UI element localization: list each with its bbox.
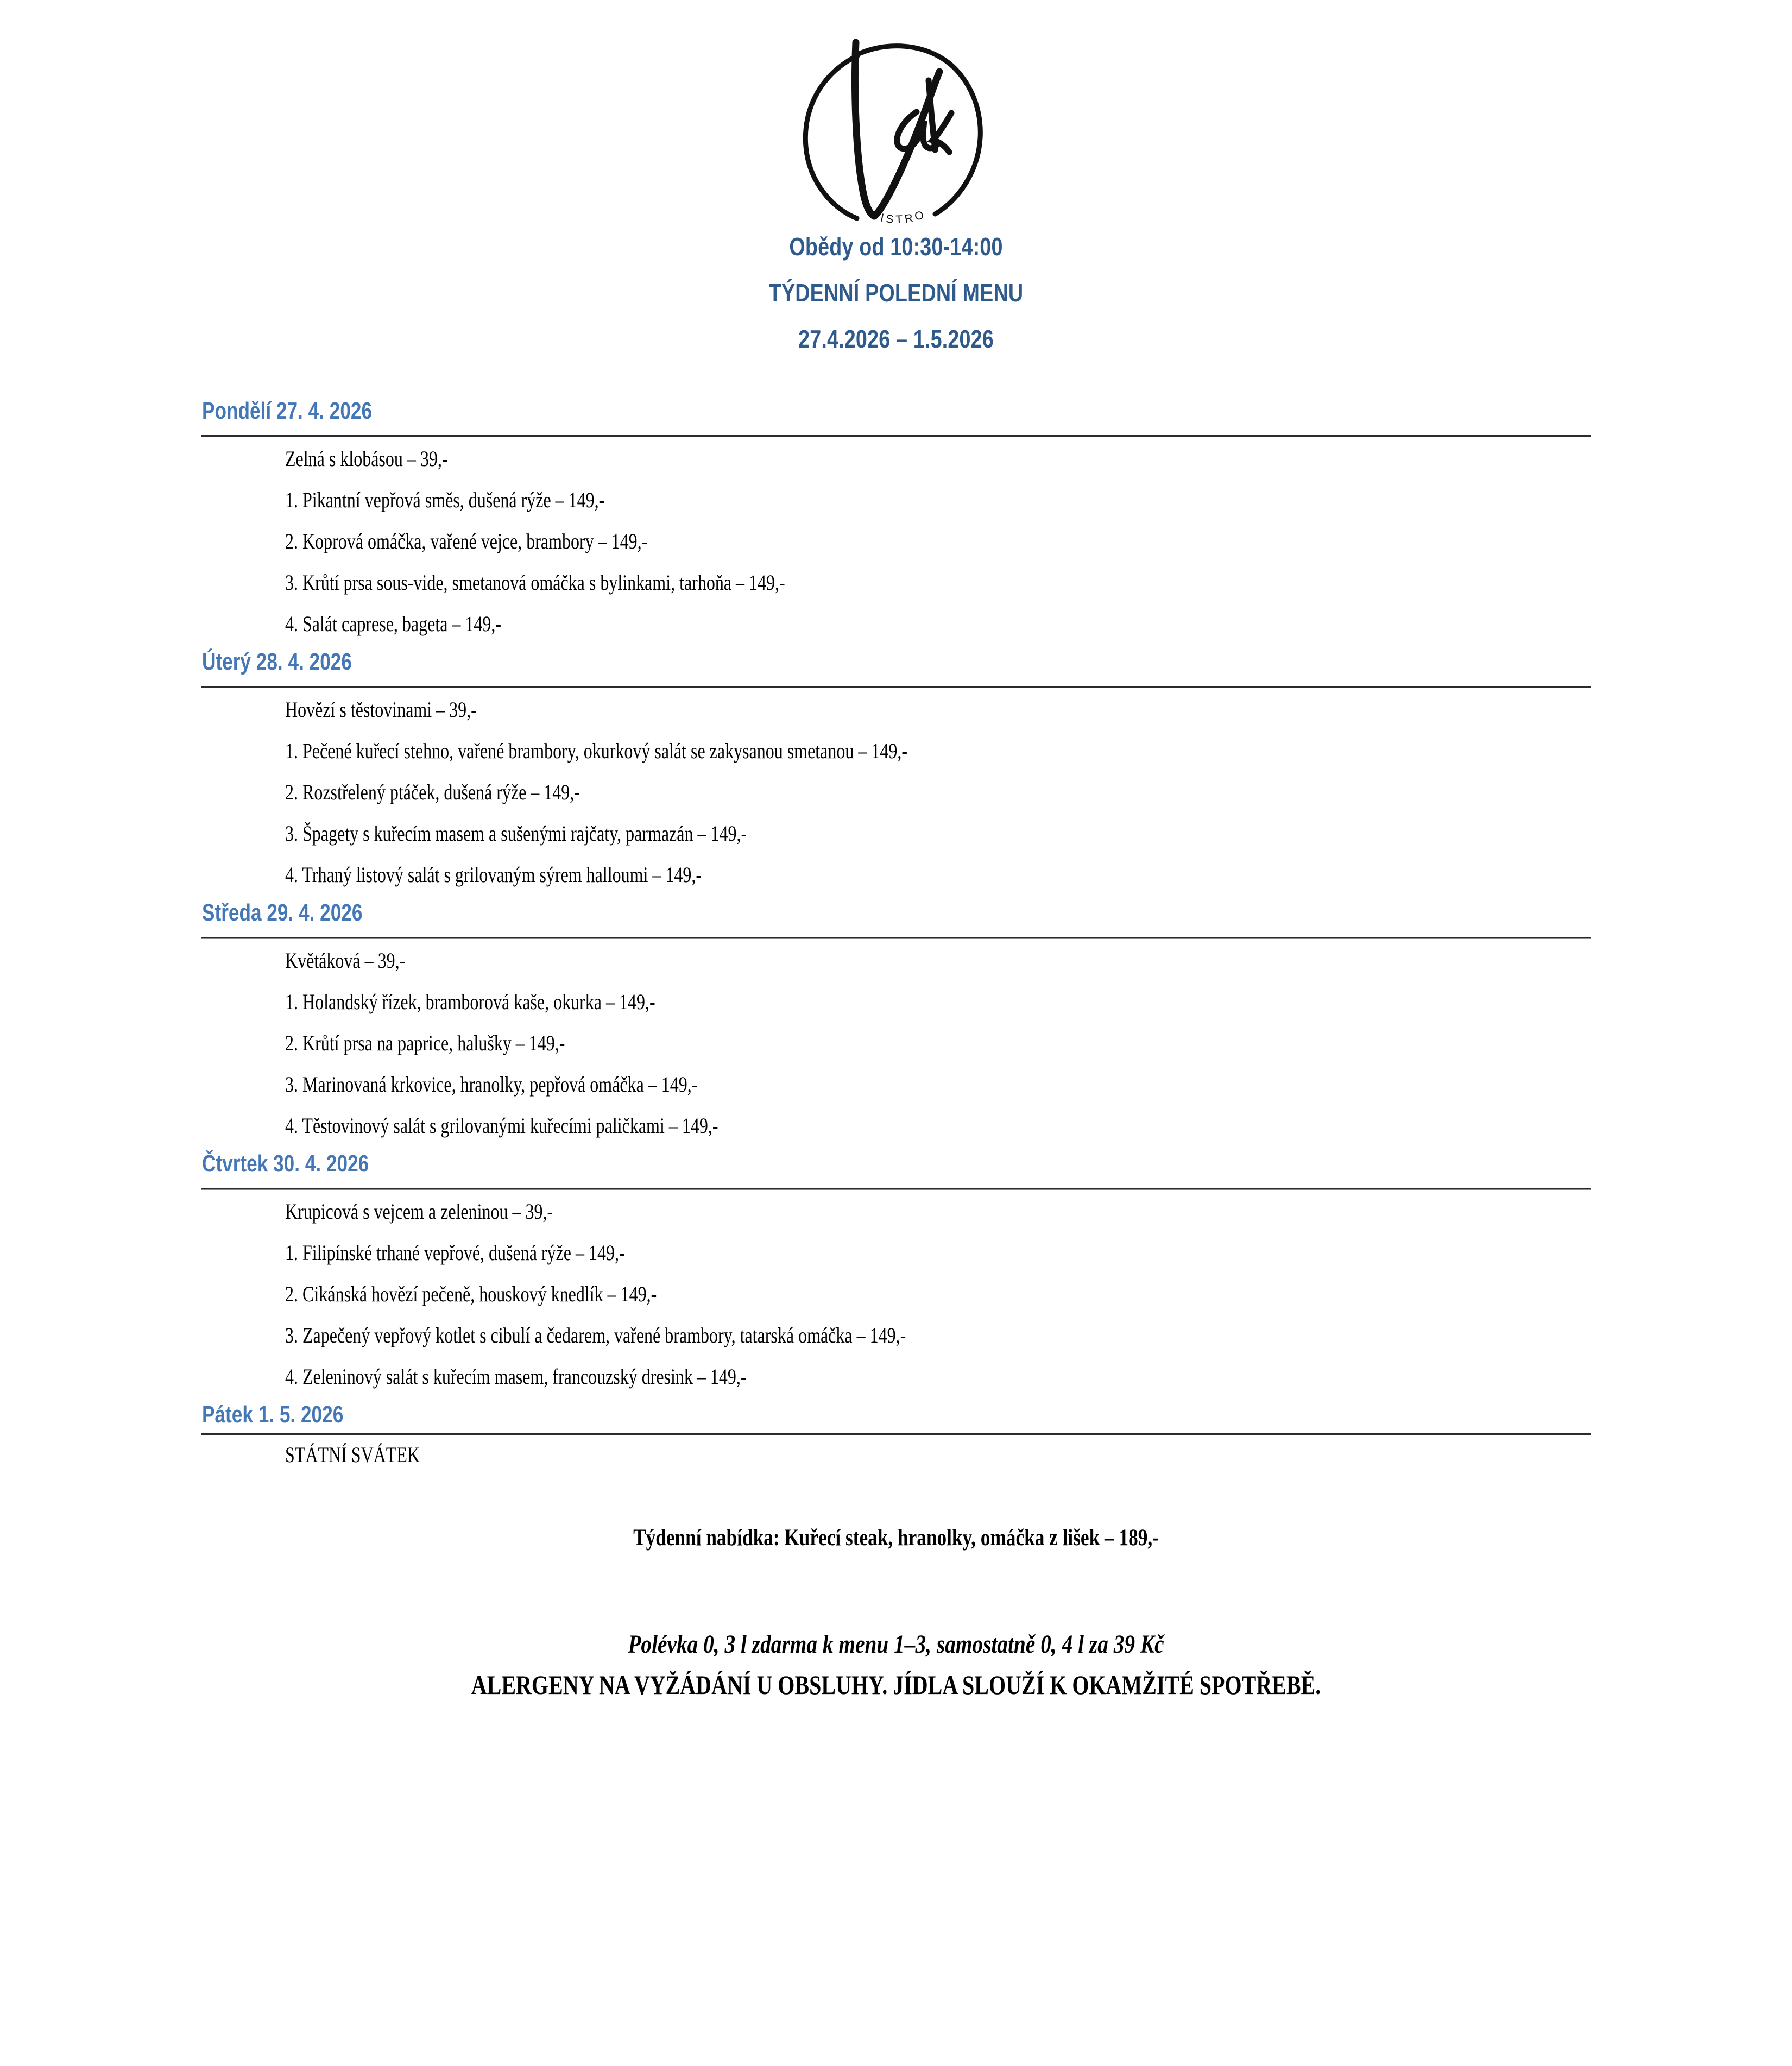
day-heading: Čtvrtek 30. 4. 2026	[202, 1150, 369, 1177]
day-heading: Pátek 1. 5. 2026	[202, 1401, 344, 1428]
day-items	[285, 1190, 1792, 1388]
svg-text:BISTRO: BISTRO	[869, 207, 929, 226]
menu-item: 4. Těstovinový salát s grilovanými kuřecími paličkami – 149,-	[285, 1113, 718, 1138]
soup-item: Krupicová s vejcem a zeleninou – 39,-	[285, 1199, 553, 1224]
menu-item: 4. Zeleninový salát s kuřecím masem, francouzský dresink – 149,-	[285, 1364, 747, 1389]
day-heading: Pondělí 27. 4. 2026	[202, 398, 373, 424]
soup-item: Zelná s klobásou – 39,-	[285, 446, 448, 471]
opening-hours: Obědy od 10:30-14:00	[789, 232, 1003, 261]
page-title: TÝDENNÍ POLEDNÍ MENU	[768, 279, 1024, 307]
menu-item: 1. Pečené kuřecí stehno, vařené brambory, okurkový salát se zakysanou smetanou – 149,-	[285, 739, 908, 763]
day-items	[285, 437, 1792, 635]
date-range: 27.4.2026 – 1.5.2026	[798, 325, 994, 353]
holiday-notice: STÁTNÍ SVÁTEK	[285, 1443, 420, 1467]
day-items	[285, 688, 1792, 886]
day-block-friday	[0, 1388, 1792, 1466]
menu-item: 4. Trhaný listový salát s grilovaným sýrem halloumi – 149,-	[285, 862, 702, 887]
menu-item: 1. Filipínské trhané vepřové, dušená rýže – 149,-	[285, 1240, 625, 1265]
menu-item: 1. Pikantní vepřová směs, dušená rýže – 149,-	[285, 488, 605, 512]
logo-header	[0, 0, 1792, 234]
menu-item: 1. Holandský řízek, bramborová kaše, okurka – 149,-	[285, 990, 655, 1014]
menu-item: 3. Zapečený vepřový kotlet s cibulí a čedarem, vařené brambory, tatarská omáčka – 149,-	[285, 1323, 906, 1347]
menu-item: 4. Salát caprese, bageta – 149,-	[285, 612, 502, 636]
soup-item: Květáková – 39,-	[285, 948, 406, 973]
allergens-notice: ALERGENY NA VYŽÁDÁNÍ U OBSLUHY. JÍDLA SLOUŽÍ K OKAMŽITÉ SPOTŘEBĚ.	[471, 1670, 1321, 1700]
menu-item: 2. Koprová omáčka, vařené vejce, brambory – 149,-	[285, 529, 648, 553]
menu-item: 2. Cikánská hovězí pečeně, houskový knedlík – 149,-	[285, 1282, 657, 1306]
menu-item: 3. Krůtí prsa sous-vide, smetanová omáčka s bylinkami, tarhoňa – 149,-	[285, 570, 785, 595]
day-heading: Úterý 28. 4. 2026	[202, 648, 352, 675]
menu-item: 2. Krůtí prsa na paprice, halušky – 149,-	[285, 1031, 565, 1055]
day-block-wednesday	[0, 886, 1792, 1137]
vak-bistro-circle-logo	[793, 25, 999, 237]
menu-item: 3. Marinovaná krkovice, hranolky, pepřová omáčka – 149,-	[285, 1072, 698, 1097]
day-block-tuesday	[0, 635, 1792, 886]
day-heading: Středa 29. 4. 2026	[202, 899, 363, 926]
weekly-menu	[0, 384, 1792, 1466]
menu-item: 2. Rozstřelený ptáček, dušená rýže – 149,-	[285, 780, 580, 804]
day-block-thursday	[0, 1137, 1792, 1388]
soup-note: Polévka 0, 3 l zdarma k menu 1–3, samostatně 0, 4 l za 39 Kč	[628, 1630, 1164, 1659]
day-block-monday	[0, 384, 1792, 635]
soup-item: Hovězí s těstovinami – 39,-	[285, 697, 477, 722]
weekly-offer: Týdenní nabídka: Kuřecí steak, hranolky, omáčka z lišek – 189,-	[633, 1525, 1159, 1551]
menu-header	[0, 224, 1792, 362]
day-items	[285, 1435, 1792, 1466]
day-items	[285, 939, 1792, 1137]
menu-item: 3. Špagety s kuřecím masem a sušenými rajčaty, parmazán – 149,-	[285, 821, 747, 846]
